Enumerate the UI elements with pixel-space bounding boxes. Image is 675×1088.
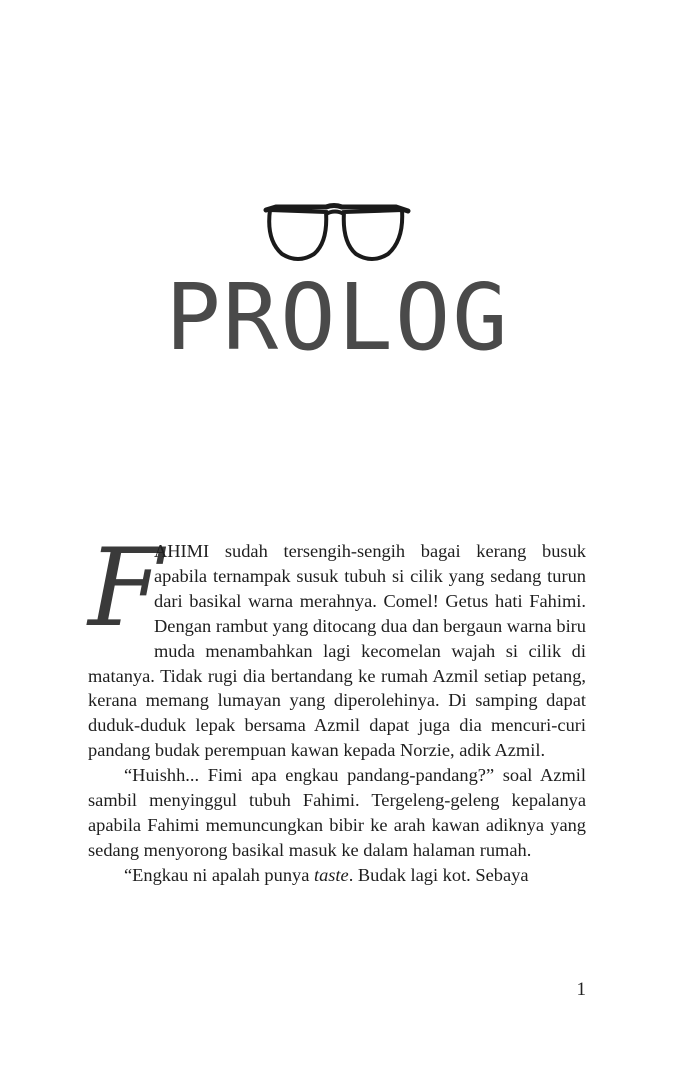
eyeglasses-icon [262, 200, 412, 264]
paragraph [88, 526, 586, 763]
chapter-title: PROLOG [165, 264, 510, 371]
paragraph-text: “Engkau ni apalah punya [124, 864, 314, 885]
paragraph [88, 863, 586, 888]
drop-cap: F [88, 526, 163, 651]
body-text [88, 526, 586, 888]
italic-word: taste [313, 864, 349, 885]
paragraph: “Huishh... Fimi apa engkau pandang-pandang?” soal Azmil sambil menyinggul tubuh Fahimi. Tergeleng-geleng kepalanya apabila Fahimi memuncungkan bibir ke arah kawan adiknya yang sedang menyorong basikal masuk ke dalam halaman rumah. [88, 765, 586, 860]
paragraph-text: . Budak lagi kot. Sebaya [348, 864, 529, 885]
page-number: 1 [576, 979, 586, 1000]
paragraph-text: AHIMI sudah tersengih-sengih bagai kerang busuk apabila ternampak susuk tubuh si cilik yang sedang turun dari basikal warna merahnya. Comel! Getus hati Fahimi. Dengan rambut yang ditocang dua dan bergaun warna biru muda menambahkan lagi kecomelan wajah si cilik di matanya. Tidak rugi dia bertandang ke rumah Azmil setiap petang, kerana memang lumayan yang diperolehinya. Di samping dapat duduk-duduk lepak bersama Azmil dapat juga dia mencuri-curi pandang budak perempuan kawan kepada Norzie, adik Azmil. [88, 541, 586, 761]
